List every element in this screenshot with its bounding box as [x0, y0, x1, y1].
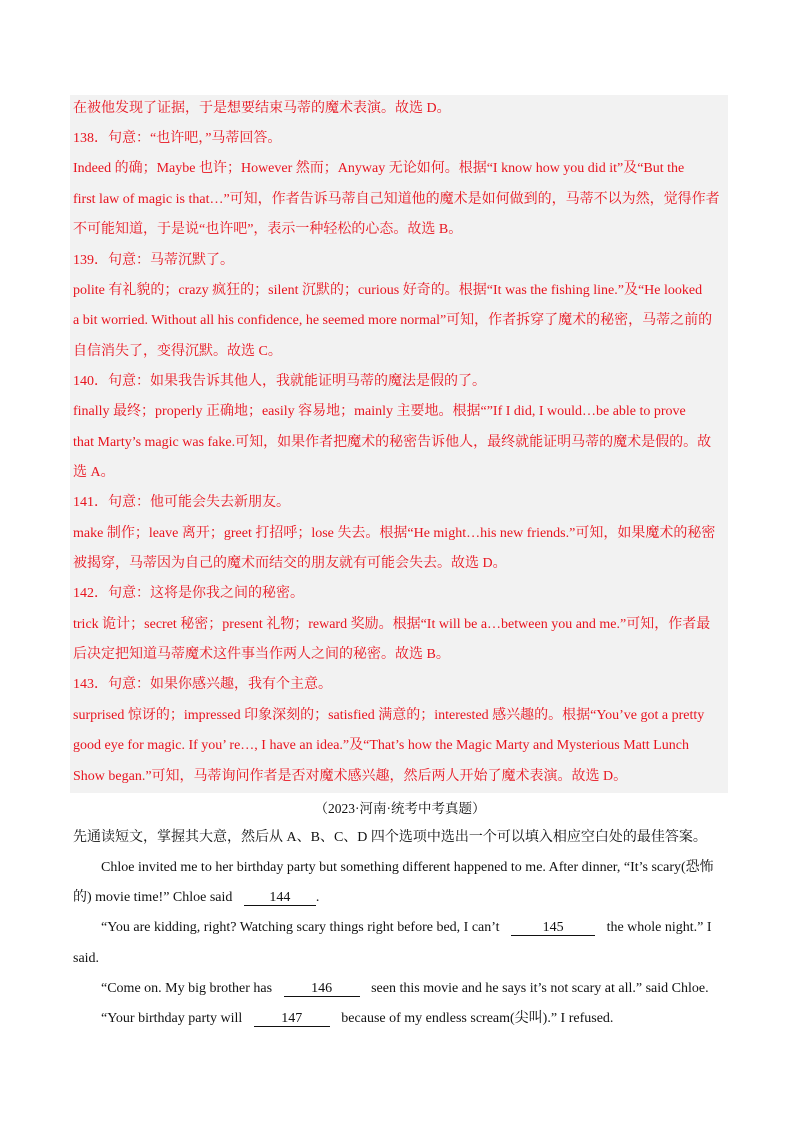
answer-line: 不可能知道，于是说“也许吧”，表示一种轻松的心态。故选 B。: [73, 222, 463, 237]
answer-line: 143．句意：如果你感兴趣，我有个主意。: [73, 677, 332, 692]
answer-line: 139．句意：马蒂沉默了。: [73, 253, 234, 268]
answer-line: make 制作；leave 离开；greet 打招呼；lose 失去。根据“He might…his new friends.”可知，如果魔术的秘密: [73, 526, 716, 541]
passage-text: “Your birthday party will: [101, 1011, 243, 1026]
blank-145[interactable]: 145: [511, 920, 595, 936]
answer-line: 后决定把知道马蒂魔术这件事当作两人之间的秘密。故选 B。: [73, 647, 450, 662]
answer-line: 138．句意：“也许吧，”马蒂回答。: [73, 131, 282, 146]
passage-text: the whole night.” I: [606, 920, 712, 935]
answer-line: Show began.”可知，马蒂询问作者是否对魔术感兴趣，然后两人开始了魔术表演。故选 D。: [73, 769, 628, 784]
instruction-text: 先通读短文，掌握其大意，然后从 A、B、C、D 四个选项中选出一个可以填入相应空白处的最佳答案。: [73, 830, 707, 845]
answer-line: 141．句意：他可能会失去新朋友。: [73, 495, 290, 510]
passage-text: because of my endless scream(尖叫).” I refused.: [341, 1011, 614, 1026]
answer-line: finally 最终；properly 正确地；easily 容易地；mainly 主要地。根据“”If I did, I would…be able to prove: [73, 404, 686, 419]
answer-line: trick 诡计；secret 秘密；present 礼物；reward 奖励。根据“It will be a…between you and me.”可知，作者最: [73, 617, 711, 632]
blank-144[interactable]: 144: [244, 890, 316, 906]
blank-146[interactable]: 146: [284, 981, 360, 997]
passage-line: [101, 919, 712, 937]
passage-text: “Come on. My big brother has: [101, 981, 273, 996]
answer-line: 被揭穿，马蒂因为自己的魔术而结交的朋友就有可能会失去。故选 D。: [73, 556, 507, 571]
blank-147[interactable]: 147: [254, 1011, 330, 1027]
passage-text: 的) movie time!” Chloe said: [73, 890, 233, 905]
answer-line: 选 A。: [73, 465, 115, 480]
answer-line: Indeed 的确；Maybe 也许；However 然而；Anyway 无论如何。根据“I know how you did it”及“But the: [73, 161, 685, 176]
passage-text: .: [315, 890, 320, 905]
passage-line: [101, 1010, 613, 1028]
answer-line: 自信消失了，变得沉默。故选 C。: [73, 344, 282, 359]
answer-line: 140．句意：如果我告诉其他人，我就能证明马蒂的魔法是假的了。: [73, 374, 486, 389]
passage-line: said.: [73, 951, 100, 966]
passage-line: [101, 980, 709, 998]
passage-line: Chloe invited me to her birthday party but something different happened to me. After dinner, “It’s scary(恐怖: [101, 860, 714, 875]
source-heading: （2023·河南·统考中考真题）: [314, 801, 486, 816]
answer-line: surprised 惊讶的；impressed 印象深刻的；satisfied 满意的；interested 感兴趣的。根据“You’ve got a pretty: [73, 708, 705, 723]
answer-line: that Marty’s magic was fake.可知，如果作者把魔术的秘密告诉他人，最终就能证明马蒂的魔术是假的。故: [73, 435, 712, 450]
answer-line: first law of magic is that…”可知，作者告诉马蒂自己知道他的魔术是如何做到的，马蒂不以为然，觉得作者: [73, 192, 720, 207]
passage-line: [73, 889, 319, 907]
answer-line: good eye for magic. If you’ re…, I have an idea.”及“That’s how the Magic Marty and Mysterious Matt Lunch: [73, 738, 689, 753]
passage-text: seen this movie and he says it’s not scary at all.” said Chloe.: [371, 981, 709, 996]
passage-text: “You are kidding, right? Watching scary things right before bed, I can’t: [101, 920, 500, 935]
answer-line: 142．句意：这将是你我之间的秘密。: [73, 586, 304, 601]
answer-line: a bit worried. Without all his confidence, he seemed more normal”可知，作者拆穿了魔术的秘密，马蒂之前的: [73, 313, 713, 328]
answer-line: polite 有礼貌的；crazy 疯狂的；silent 沉默的；curious 好奇的。根据“It was the fishing line.”及“He looked: [73, 283, 703, 298]
answer-line: 在被他发现了证据，于是想要结束马蒂的魔术表演。故选 D。: [73, 101, 451, 116]
